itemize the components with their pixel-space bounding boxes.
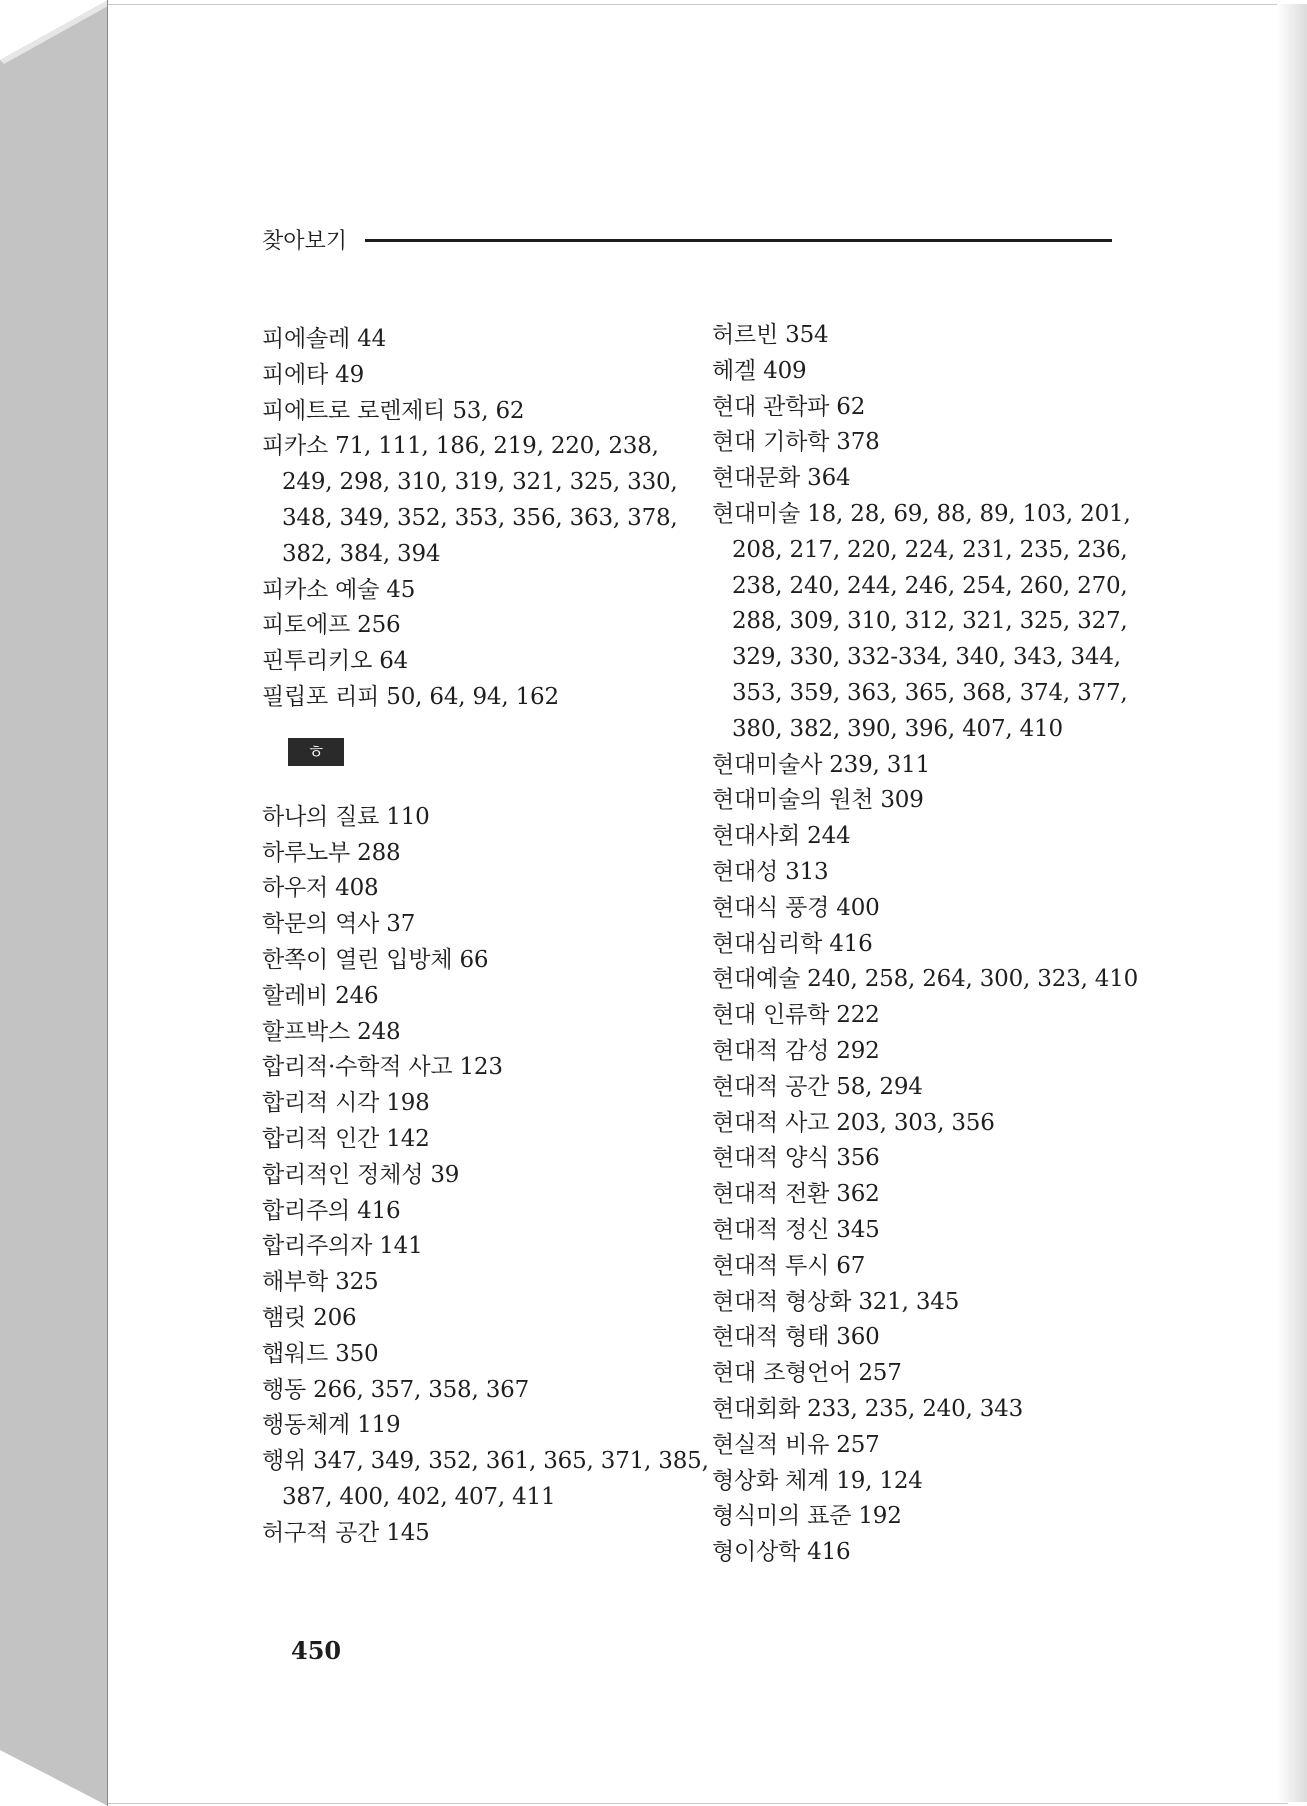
index-entry-line: 핀투리키오 64 (262, 648, 409, 675)
left-index-column (262, 322, 709, 1552)
index-entry (712, 855, 1142, 891)
index-entry-line: 합리주의자 141 (262, 1233, 423, 1260)
index-entry-line: 합리적인 정체성 39 (262, 1161, 460, 1188)
index-entry-line: 피에타 49 (262, 361, 365, 388)
index-entry-line: 피카소 예술 45 (262, 576, 416, 603)
index-entry-line: 현실적 비유 257 (712, 1431, 880, 1458)
index-entry-line: 현대 조형언어 257 (712, 1360, 902, 1387)
index-entry (712, 390, 1142, 426)
index-entry (262, 871, 692, 907)
index-entry-continuation: 380, 382, 390, 396, 407, 410 (732, 715, 1063, 742)
index-entry-line: 현대미술사 239, 311 (712, 751, 931, 778)
index-entry (712, 497, 1142, 748)
index-entry (712, 1177, 1142, 1213)
index-entry-line: 현대적 형태 360 (712, 1324, 880, 1351)
index-entry-line: 현대미술의 원천 309 (712, 787, 924, 814)
index-entry-line: 피에트로 로렌제티 53, 62 (262, 397, 525, 424)
index-entry-continuation: 249, 298, 310, 319, 321, 325, 330, (282, 469, 678, 496)
index-entry-continuation: 288, 309, 310, 312, 321, 325, 327, (732, 608, 1128, 635)
index-header (262, 226, 1112, 258)
index-entry (262, 573, 692, 609)
index-entry-continuation: 329, 330, 332-334, 340, 343, 344, (732, 644, 1121, 671)
index-entry (712, 962, 1142, 998)
index-entry-line: 피토에프 256 (262, 612, 401, 639)
index-entry (262, 1265, 692, 1301)
index-entry-line: 행동체계 119 (262, 1412, 401, 1439)
right-index-column (712, 318, 1142, 1571)
index-entry-line: 현대식 풍경 400 (712, 894, 880, 921)
index-entry (712, 1034, 1142, 1070)
index-entry-line: 현대심리학 416 (712, 930, 873, 957)
index-entry-line: 현대적 투시 67 (712, 1252, 866, 1279)
index-entry-line: 형이상학 416 (712, 1539, 851, 1566)
index-entry (262, 429, 692, 572)
index-entry-line: 하우저 408 (262, 875, 379, 902)
index-entry (262, 1158, 692, 1194)
index-entry-line: 합리주의 416 (262, 1197, 401, 1224)
index-entry-line: 현대적 공간 58, 294 (712, 1073, 923, 1100)
index-entry (262, 1301, 692, 1337)
index-entry-line: 현대 인류학 222 (712, 1002, 880, 1029)
index-entry (262, 1229, 692, 1265)
index-entry-line: 현대적 양식 356 (712, 1145, 880, 1172)
index-entry-line: 현대 기하학 378 (712, 429, 880, 456)
header-rule (365, 239, 1112, 242)
index-entry-line: 현대적 형상화 321, 345 (712, 1288, 960, 1315)
index-entry-line: 한쪽이 열린 입방체 66 (262, 946, 489, 973)
index-entry-line: 하나의 질료 110 (262, 803, 430, 830)
index-entry (712, 1213, 1142, 1249)
index-entry (262, 644, 692, 680)
index-entry-line: 형식미의 표준 192 (712, 1503, 902, 1530)
index-entry-line: 햄릿 206 (262, 1304, 357, 1331)
index-entry (712, 1070, 1142, 1106)
index-entry-line: 피카소 71, 111, 186, 219, 220, 238, (262, 433, 659, 460)
index-entry (262, 358, 692, 394)
index-entry-line: 해부학 325 (262, 1269, 379, 1296)
left-entries-bottom (262, 800, 709, 1552)
index-entry-line: 현대적 사고 203, 303, 356 (712, 1109, 995, 1136)
index-entry (712, 1106, 1142, 1142)
index-entry (712, 1464, 1142, 1500)
index-entry-line: 허구적 공간 145 (262, 1519, 430, 1546)
index-entry (712, 998, 1142, 1034)
index-entry (712, 1320, 1142, 1356)
index-entry-line: 학문의 역사 37 (262, 911, 416, 938)
index-entry-line: 필립포 리피 50, 64, 94, 162 (262, 683, 559, 710)
index-entry (712, 425, 1142, 461)
index-entry (262, 1086, 692, 1122)
index-entry-line: 현대회화 233, 235, 240, 343 (712, 1395, 1024, 1422)
index-entry-line: 할프박스 248 (262, 1018, 401, 1045)
index-entry (712, 1285, 1142, 1321)
index-entry (262, 1122, 692, 1158)
index-entry-line: 행동 266, 357, 358, 367 (262, 1376, 530, 1403)
index-entry (262, 907, 692, 943)
index-entry-continuation: 382, 384, 394 (282, 540, 441, 567)
index-entry (712, 819, 1142, 855)
index-entry-line: 형상화 체계 19, 124 (712, 1467, 923, 1494)
index-entry-continuation: 387, 400, 402, 407, 411 (282, 1483, 556, 1510)
index-entry (262, 1373, 692, 1409)
index-entry-line: 헤겔 409 (712, 357, 807, 384)
index-entry (712, 1141, 1142, 1177)
index-entry-continuation: 238, 240, 244, 246, 254, 260, 270, (732, 572, 1128, 599)
index-entry-line: 현대 관학파 62 (712, 393, 866, 420)
index-entry-continuation: 208, 217, 220, 224, 231, 235, 236, (732, 536, 1128, 563)
index-entry-line: 피에솔레 44 (262, 326, 387, 352)
page-edge-shadow (1277, 4, 1307, 1802)
right-entries (712, 318, 1142, 1571)
index-entry (712, 1356, 1142, 1392)
index-entry-line: 할레비 246 (262, 982, 379, 1009)
index-entry (712, 1428, 1142, 1464)
index-entry-line: 현대적 감성 292 (712, 1037, 880, 1064)
index-entry (262, 1050, 692, 1086)
index-entry (712, 891, 1142, 927)
index-entry-line: 하루노부 288 (262, 839, 401, 866)
index-entry-line: 현대적 정신 345 (712, 1216, 880, 1243)
index-entry-line: 행위 347, 349, 352, 361, 365, 371, 385, (262, 1448, 709, 1475)
index-entry (262, 322, 692, 358)
index-entry-line: 합리적 인간 142 (262, 1125, 430, 1152)
index-entry-line: 현대예술 240, 258, 264, 300, 323, 410 (712, 966, 1139, 993)
index-entry-line: 현대문화 364 (712, 465, 851, 492)
index-entry (262, 979, 692, 1015)
index-entry-continuation: 348, 349, 352, 353, 356, 363, 378, (282, 504, 678, 531)
index-entry-line: 현대성 313 (712, 858, 829, 885)
book-spine (0, 0, 108, 1806)
index-entry (262, 680, 692, 716)
index-entry (712, 783, 1142, 819)
index-entry (262, 1444, 709, 1516)
index-entry (262, 836, 692, 872)
index-title: 찾아보기 (262, 229, 348, 254)
index-entry (712, 318, 1142, 354)
index-entry (262, 1408, 692, 1444)
index-entry (712, 1499, 1142, 1535)
index-entry-line: 합리적·수학적 사고 123 (262, 1054, 503, 1081)
index-entry-continuation: 353, 359, 363, 365, 368, 374, 377, (732, 679, 1128, 706)
index-entry-line: 현대사회 244 (712, 823, 851, 850)
index-entry (262, 1015, 692, 1051)
page-number: 450 (291, 1636, 342, 1665)
index-entry-line: 현대적 전환 362 (712, 1181, 880, 1208)
index-entry (712, 1535, 1142, 1571)
index-entry (712, 354, 1142, 390)
index-entry (712, 1392, 1142, 1428)
index-entry (712, 748, 1142, 784)
index-entry-line: 허르빈 354 (712, 322, 829, 348)
section-header-hieut: ㅎ (288, 738, 344, 766)
index-entry (262, 1337, 692, 1373)
index-entry (262, 608, 692, 644)
index-entry (712, 1249, 1142, 1285)
index-entry (262, 394, 692, 430)
index-entry (262, 800, 692, 836)
index-entry (262, 1516, 692, 1552)
index-entry (262, 943, 692, 979)
index-entry-line: 현대미술 18, 28, 69, 88, 89, 103, 201, (712, 500, 1131, 527)
index-entry-line: 합리적 시각 198 (262, 1090, 430, 1117)
index-entry (712, 927, 1142, 963)
index-entry (262, 1194, 692, 1230)
index-entry (712, 461, 1142, 497)
index-entry-line: 햅워드 350 (262, 1340, 379, 1367)
left-entries-top (262, 322, 692, 716)
